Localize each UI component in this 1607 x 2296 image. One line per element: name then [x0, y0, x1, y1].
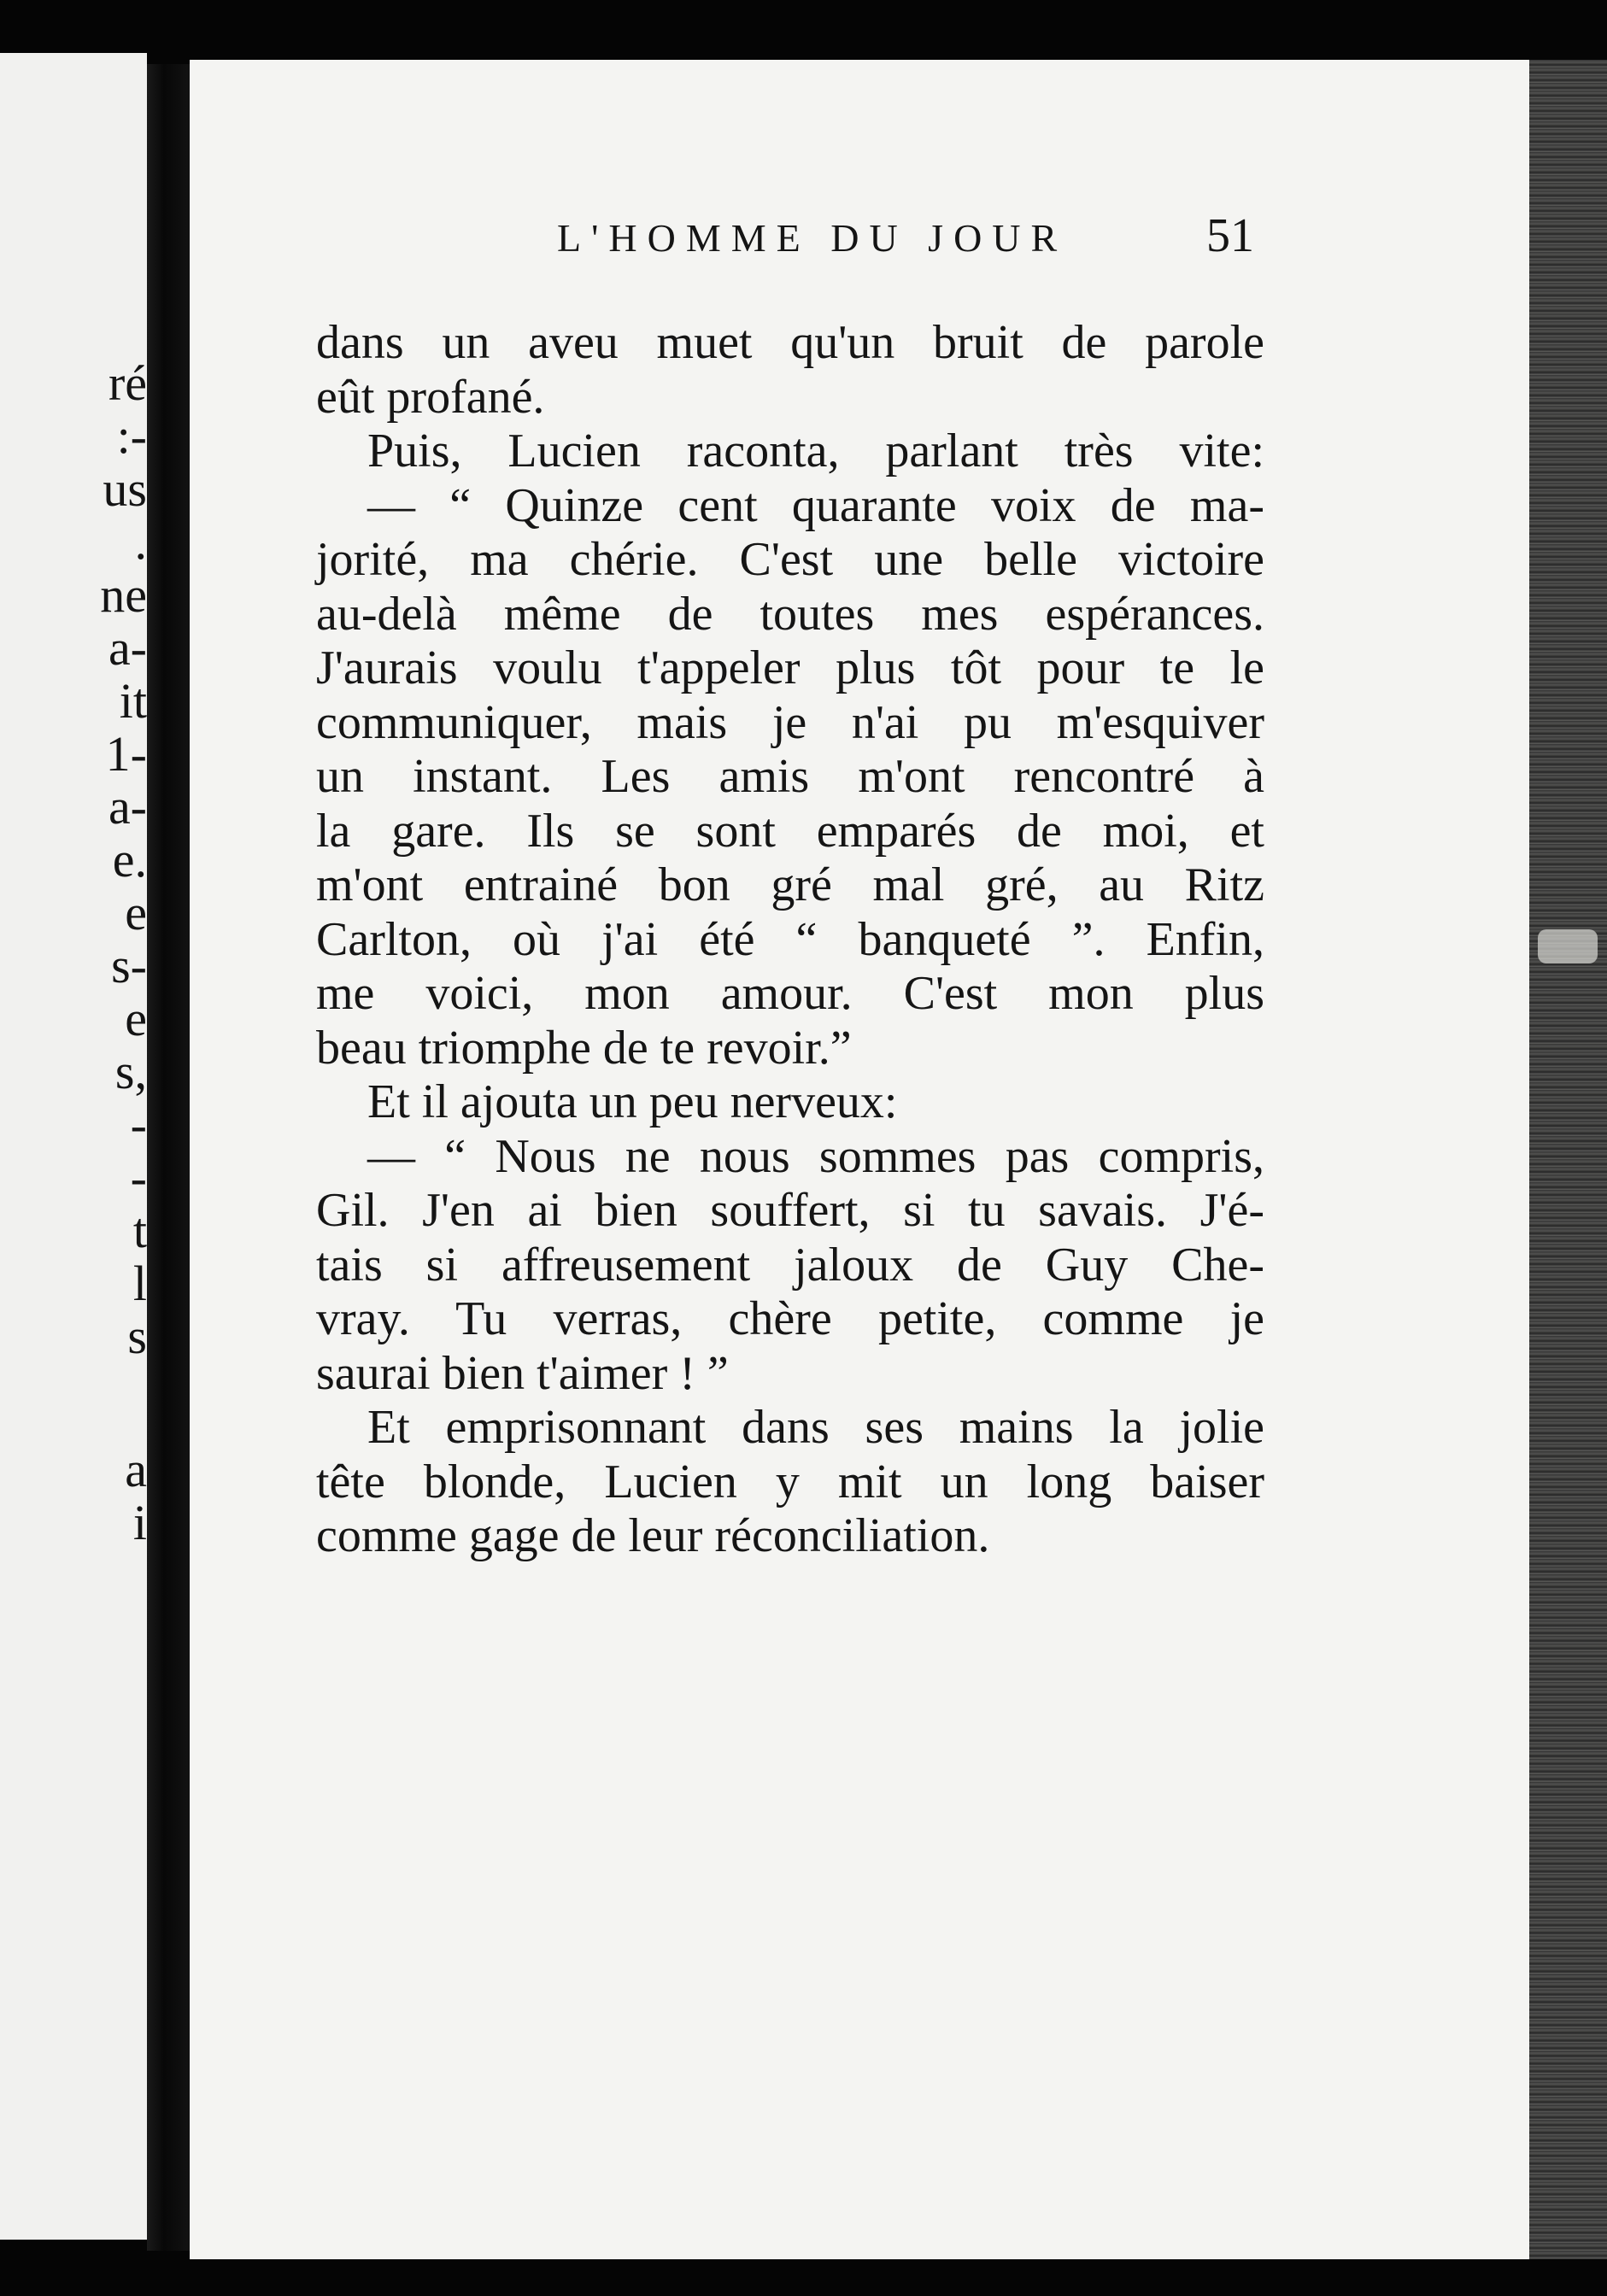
right-page-edge — [1529, 60, 1607, 2259]
text-line: Gil. J'en ai bien souffert, si tu savais. J'é- — [316, 1184, 1264, 1237]
text-line: communiquer, mais je n'ai pu m'esquiver — [316, 695, 1264, 749]
main-page — [190, 60, 1529, 2259]
text-line: — “ Quinze cent quarante voix de ma- — [367, 478, 1264, 532]
text-line: Et emprisonnant dans ses mains la jolie — [367, 1401, 1264, 1454]
text-line: dans un aveu muet qu'un bruit de parole — [316, 316, 1264, 369]
text-line: Puis, Lucien raconta, parlant très vite: — [367, 425, 1264, 477]
text-line: jorité, ma chérie. C'est une belle victoire — [316, 533, 1264, 586]
left-page-fragment: 1- — [105, 726, 147, 782]
text-line: me voici, mon amour. C'est mon plus — [316, 967, 1264, 1020]
left-page-fragment: t — [132, 1203, 147, 1258]
text-line: la gare. Ils se sont emparés de moi, et — [316, 804, 1264, 858]
text-line: comme gage de leur réconciliation. — [316, 1509, 990, 1562]
left-page-fragment: a- — [108, 620, 147, 676]
text-line: — “ Nous ne nous sommes pas compris, — [367, 1129, 1264, 1183]
text-line: au-delà même de toutes mes espérances. — [316, 587, 1264, 641]
text-line: tête blonde, Lucien y mit un long baiser — [316, 1455, 1264, 1508]
text-line: saurai bien t'aimer ! ” — [316, 1346, 729, 1400]
left-page-fragment: i — [132, 1495, 147, 1550]
body-text — [316, 316, 1264, 1564]
left-page-fragment: s, — [114, 1044, 147, 1099]
left-page-fragment: e — [125, 885, 147, 940]
left-page-fragment: - — [130, 1097, 147, 1152]
text-line: vray. Tu verras, chère petite, comme je — [316, 1292, 1264, 1345]
left-page-fragment: a- — [108, 779, 147, 835]
page-header — [190, 209, 1529, 284]
page-number: 51 — [1206, 209, 1254, 262]
text-line: tais si affreusement jaloux de Guy Che- — [316, 1238, 1264, 1292]
left-page-fragment: ré — [108, 355, 147, 411]
left-page-fragment: e — [125, 991, 147, 1046]
left-page-fragment: it — [119, 673, 147, 729]
left-page-fragment: us — [103, 461, 147, 517]
text-line: m'ont entrainé bon gré mal gré, au Ritz — [316, 858, 1264, 911]
left-page-fragment: l — [132, 1256, 147, 1311]
running-title: L'HOMME DU JOUR — [557, 216, 1068, 260]
text-line: eût profané. — [316, 370, 545, 424]
text-line: Carlton, où j'ai été “ banqueté ”. Enfin, — [316, 912, 1264, 966]
left-page-fragment: s — [127, 1309, 147, 1364]
left-page-fragment: ne — [100, 567, 147, 623]
text-line: un instant. Les amis m'ont rencontré à — [316, 750, 1264, 803]
text-line: J'aurais voulu t'appeler plus tôt pour te le — [316, 641, 1264, 694]
book-gutter — [147, 64, 190, 2251]
left-page-fragment: s- — [111, 938, 147, 993]
text-line: beau triomphe de te revoir.” — [316, 1021, 852, 1075]
left-page-fragment: :- — [116, 408, 147, 464]
left-page-fragment: . — [134, 514, 147, 570]
left-page-fragment: e. — [112, 832, 147, 887]
left-page-fragment: - — [130, 1150, 147, 1205]
edge-tab-mark — [1538, 929, 1598, 964]
text-line: Et il ajouta un peu nerveux: — [367, 1075, 898, 1128]
left-facing-page — [0, 53, 147, 2240]
left-page-fragment: a — [125, 1442, 147, 1497]
